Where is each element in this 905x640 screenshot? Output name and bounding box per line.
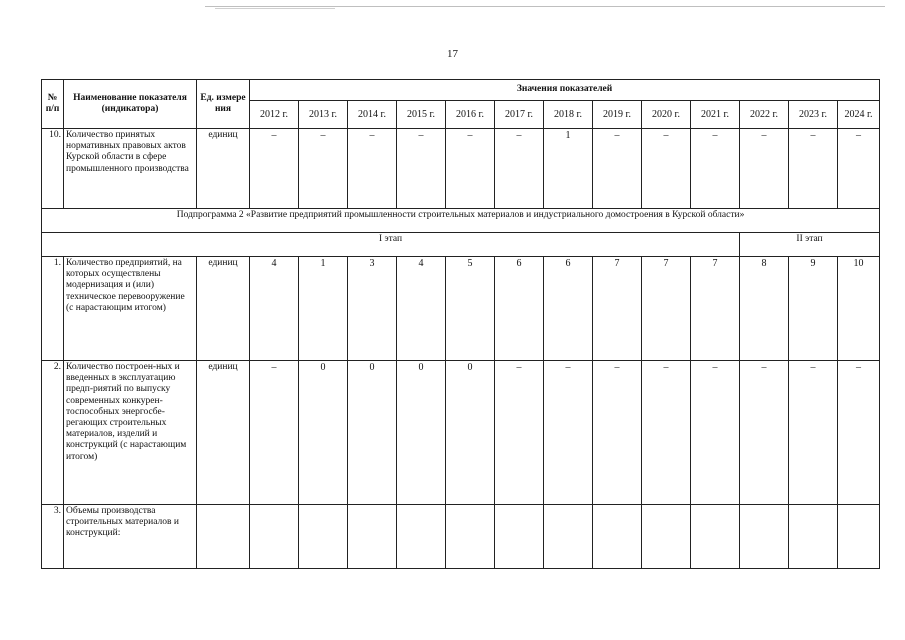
value-cell: 0: [299, 361, 348, 505]
value-cell: 1: [299, 257, 348, 361]
year-header: 2022 г.: [740, 101, 789, 129]
value-cell: [495, 505, 544, 569]
value-cell: –: [838, 361, 880, 505]
scan-top-line: [205, 6, 885, 7]
row-number: 2.: [42, 361, 64, 505]
indicator-unit: единиц: [197, 129, 250, 209]
value-cell: [299, 505, 348, 569]
value-cell: –: [495, 361, 544, 505]
year-header: 2015 г.: [397, 101, 446, 129]
year-header: 2018 г.: [544, 101, 593, 129]
scan-top-line-faint: [215, 8, 335, 9]
value-cell: 0: [446, 361, 495, 505]
subprogram-row: [42, 209, 880, 233]
value-cell: [397, 505, 446, 569]
page-number: 17: [447, 48, 458, 60]
value-cell: –: [740, 361, 789, 505]
value-cell: –: [789, 361, 838, 505]
year-header: 2012 г.: [250, 101, 299, 129]
value-cell: –: [642, 129, 691, 209]
header-name: Наименование показателя (индикатора): [64, 80, 197, 129]
year-header: 2014 г.: [348, 101, 397, 129]
row-number: 1.: [42, 257, 64, 361]
value-cell: [348, 505, 397, 569]
year-header: 2020 г.: [642, 101, 691, 129]
value-cell: 0: [348, 361, 397, 505]
year-header: 2023 г.: [789, 101, 838, 129]
year-header: 2024 г.: [838, 101, 880, 129]
table-row: [42, 361, 880, 505]
indicator-unit: [197, 505, 250, 569]
value-cell: 4: [397, 257, 446, 361]
value-cell: 4: [250, 257, 299, 361]
table-row: [42, 505, 880, 569]
value-cell: 7: [642, 257, 691, 361]
row-number: 3.: [42, 505, 64, 569]
value-cell: –: [495, 129, 544, 209]
table-row: [42, 257, 880, 361]
year-header: 2016 г.: [446, 101, 495, 129]
value-cell: –: [250, 361, 299, 505]
header-values: Значения показателей: [250, 80, 880, 101]
value-cell: –: [397, 129, 446, 209]
value-cell: –: [838, 129, 880, 209]
value-cell: –: [593, 129, 642, 209]
value-cell: [838, 505, 880, 569]
value-cell: 1: [544, 129, 593, 209]
value-cell: –: [446, 129, 495, 209]
value-cell: –: [348, 129, 397, 209]
value-cell: 0: [397, 361, 446, 505]
header-unit: Ед. измере ния: [197, 80, 250, 129]
table-row: [42, 129, 880, 209]
value-cell: 7: [691, 257, 740, 361]
value-cell: 7: [593, 257, 642, 361]
indicator-unit: единиц: [197, 361, 250, 505]
value-cell: 6: [495, 257, 544, 361]
value-cell: [446, 505, 495, 569]
indicator-name: Количество принятых нормативных правовых актов Курской области в сфере промышленного производства: [64, 129, 197, 209]
value-cell: [642, 505, 691, 569]
value-cell: 8: [740, 257, 789, 361]
value-cell: 6: [544, 257, 593, 361]
value-cell: –: [299, 129, 348, 209]
year-header: 2021 г.: [691, 101, 740, 129]
value-cell: –: [544, 361, 593, 505]
value-cell: [691, 505, 740, 569]
value-cell: [593, 505, 642, 569]
value-cell: –: [740, 129, 789, 209]
value-cell: –: [642, 361, 691, 505]
value-cell: –: [250, 129, 299, 209]
stage-2-label: II этап: [740, 233, 880, 257]
header-row-main: [42, 80, 880, 101]
indicator-name: Количество предприятий, на которых осуществлены модернизация и (или) техническое перевооружение (с нарастающим итогом): [64, 257, 197, 361]
value-cell: [789, 505, 838, 569]
value-cell: –: [691, 361, 740, 505]
year-header: 2013 г.: [299, 101, 348, 129]
year-header: 2019 г.: [593, 101, 642, 129]
stage-row: [42, 233, 880, 257]
value-cell: 9: [789, 257, 838, 361]
value-cell: –: [691, 129, 740, 209]
indicator-unit: единиц: [197, 257, 250, 361]
row-number: 10.: [42, 129, 64, 209]
value-cell: [544, 505, 593, 569]
value-cell: –: [593, 361, 642, 505]
header-num: № п/п: [42, 80, 64, 129]
year-header: 2017 г.: [495, 101, 544, 129]
value-cell: –: [789, 129, 838, 209]
stage-1-label: I этап: [42, 233, 740, 257]
value-cell: 10: [838, 257, 880, 361]
indicators-table: [41, 79, 880, 569]
value-cell: 5: [446, 257, 495, 361]
subprogram-title: Подпрограмма 2 «Развитие предприятий промышленности строительных материалов и индустриального домостроения в Курской области»: [42, 209, 880, 233]
value-cell: [740, 505, 789, 569]
indicator-name: Объемы производства строительных материалов и конструкций:: [64, 505, 197, 569]
value-cell: [250, 505, 299, 569]
indicator-name: Количество построен-ных и введенных в эксплуатацию предп-риятий по выпуску современных конкурен-тоспособных энергосбе-регающих строительных материалов, изделий и конструкций (с нарастающим итогом): [64, 361, 197, 505]
value-cell: 3: [348, 257, 397, 361]
